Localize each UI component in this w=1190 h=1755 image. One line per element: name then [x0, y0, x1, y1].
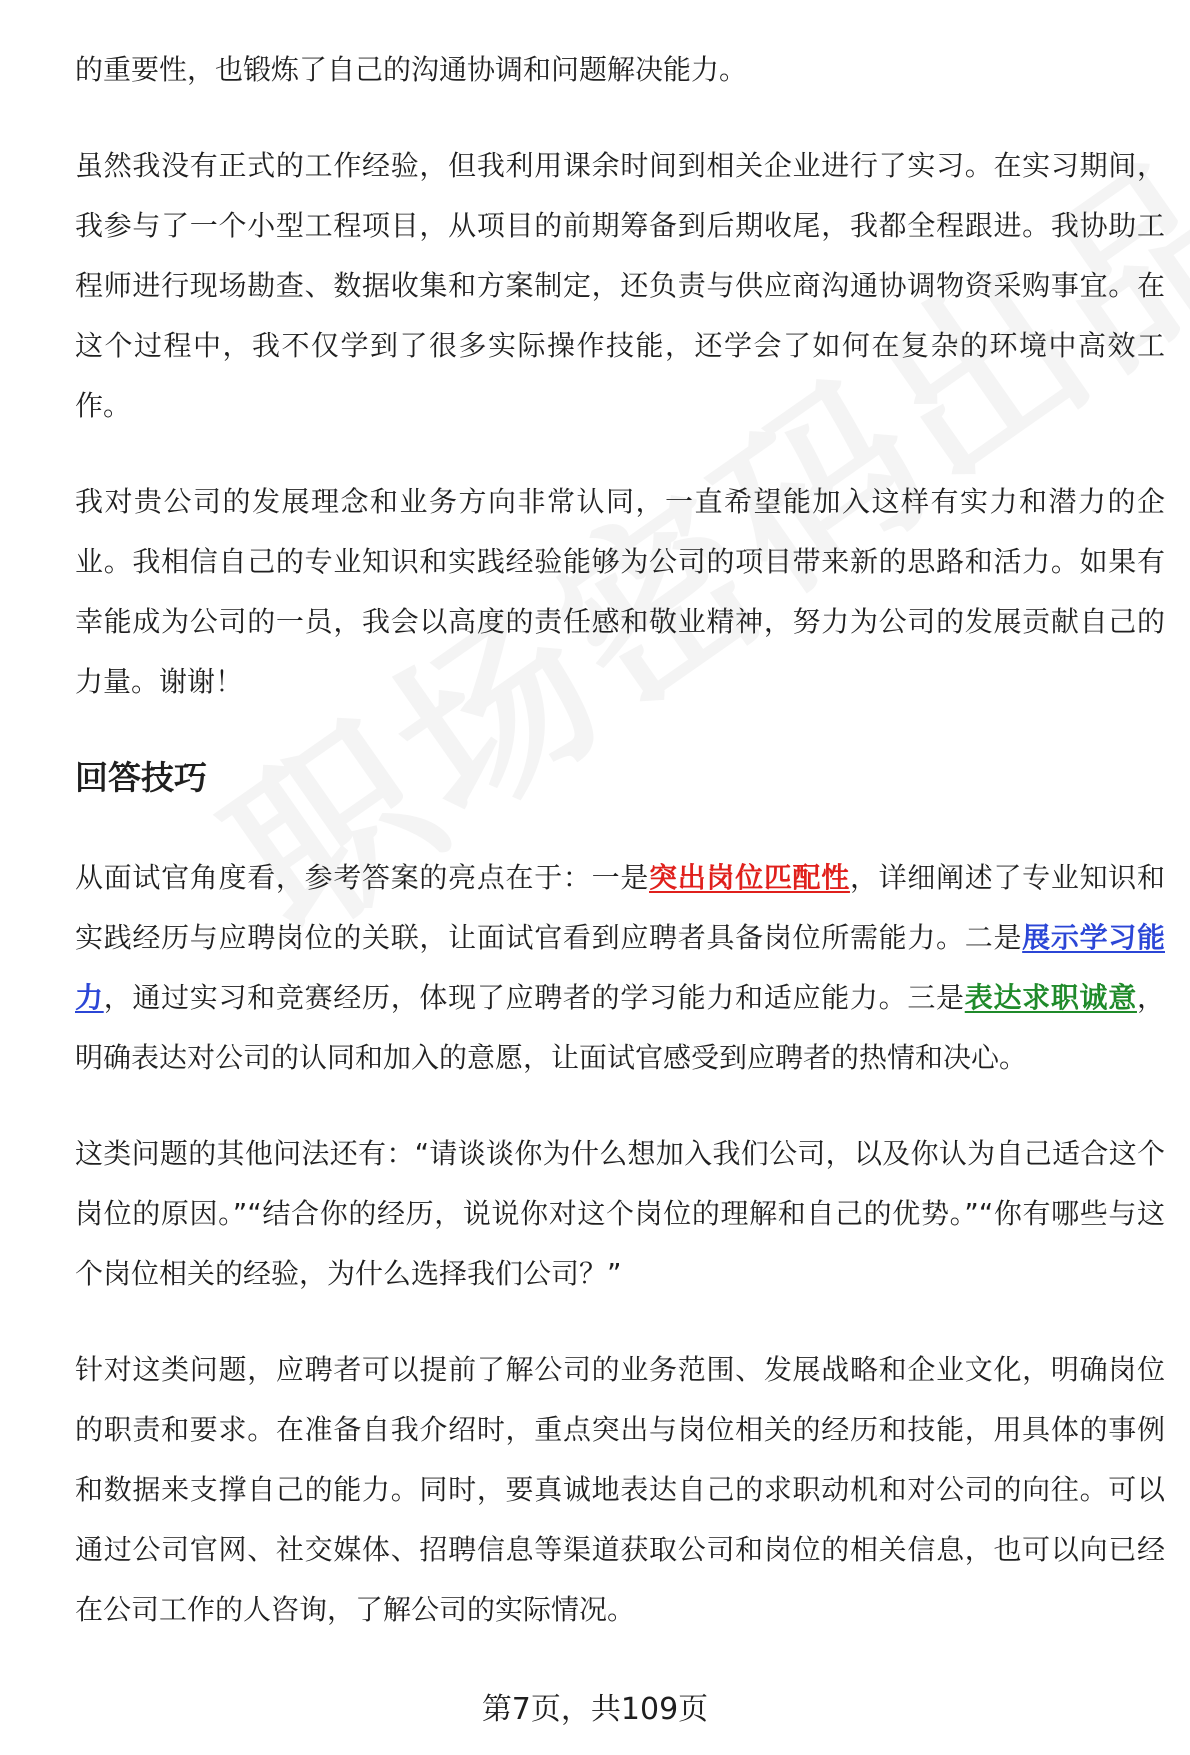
- highlight-job-match: 突出岗位匹配性: [649, 861, 850, 894]
- section-heading: 回答技巧: [75, 758, 207, 797]
- tips-text-4: ，明确表达对公司的认同和加入的意愿，让面试官感受到应聘者的热情和决心。: [75, 981, 1165, 1074]
- paragraph-company-fit: 我对贵公司的发展理念和业务方向非常认同，一直希望能加入这样有实力和潜力的企业。我相信自己的专业知识和实践经验能够为公司的项目带来新的思路和活力。如果有幸能成为公司的一员，我会以高度的责任感和敬业精神，努力为公司的发展贡献自己的力量。谢谢！: [75, 485, 1165, 698]
- paragraph-internship: 虽然我没有正式的工作经验，但我利用课余时间到相关企业进行了实习。在实习期间，我参与了一个小型工程项目，从项目的前期筹备到后期收尾，我都全程跟进。我协助工程师进行现场勘查、数据收集和方案制定，还负责与供应商沟通协调物资采购事宜。在这个过程中，我不仅学到了很多实际操作技能，还学会了如何在复杂的环境中高效工作。: [75, 149, 1165, 422]
- page-number: 第7页，共109页: [481, 1692, 709, 1727]
- tips-text-3: ，通过实习和竞赛经历，体现了应聘者的学习能力和适应能力。三是: [103, 981, 965, 1014]
- paragraph-continuation: 的重要性，也锻炼了自己的沟通协调和问题解决能力。: [75, 53, 748, 86]
- highlight-sincerity: 表达求职诚意: [964, 981, 1137, 1014]
- page-content: [75, 40, 1165, 1676]
- paragraph-other-questions: 这类问题的其他问法还有：“请谈谈你为什么想加入我们公司，以及你认为自己适合这个岗位的原因。”“结合你的经历，说说你对这个岗位的理解和自己的优势。”“你有哪些与这个岗位相关的经验，为什么选择我们公司？”: [75, 1137, 1165, 1290]
- paragraph-advice: 针对这类问题，应聘者可以提前了解公司的业务范围、发展战略和企业文化，明确岗位的职责和要求。在准备自我介绍时，重点突出与岗位相关的经历和技能，用具体的事例和数据来支撑自己的能力。同时，要真诚地表达自己的求职动机和对公司的向往。可以通过公司官网、社交媒体、招聘信息等渠道获取公司和岗位的相关信息，也可以向已经在公司工作的人咨询，了解公司的实际情况。: [75, 1353, 1165, 1626]
- highlight-learning-ability: 展示学习能力: [75, 921, 1165, 1014]
- tips-text-2: ，详细阐述了专业知识和实践经历与应聘岗位的关联，让面试官看到应聘者具备岗位所需能力。二是: [75, 861, 1165, 954]
- paragraph-answer-tips: [75, 848, 1165, 1088]
- tips-text-1: 从面试官角度看，参考答案的亮点在于：一是: [75, 861, 650, 894]
